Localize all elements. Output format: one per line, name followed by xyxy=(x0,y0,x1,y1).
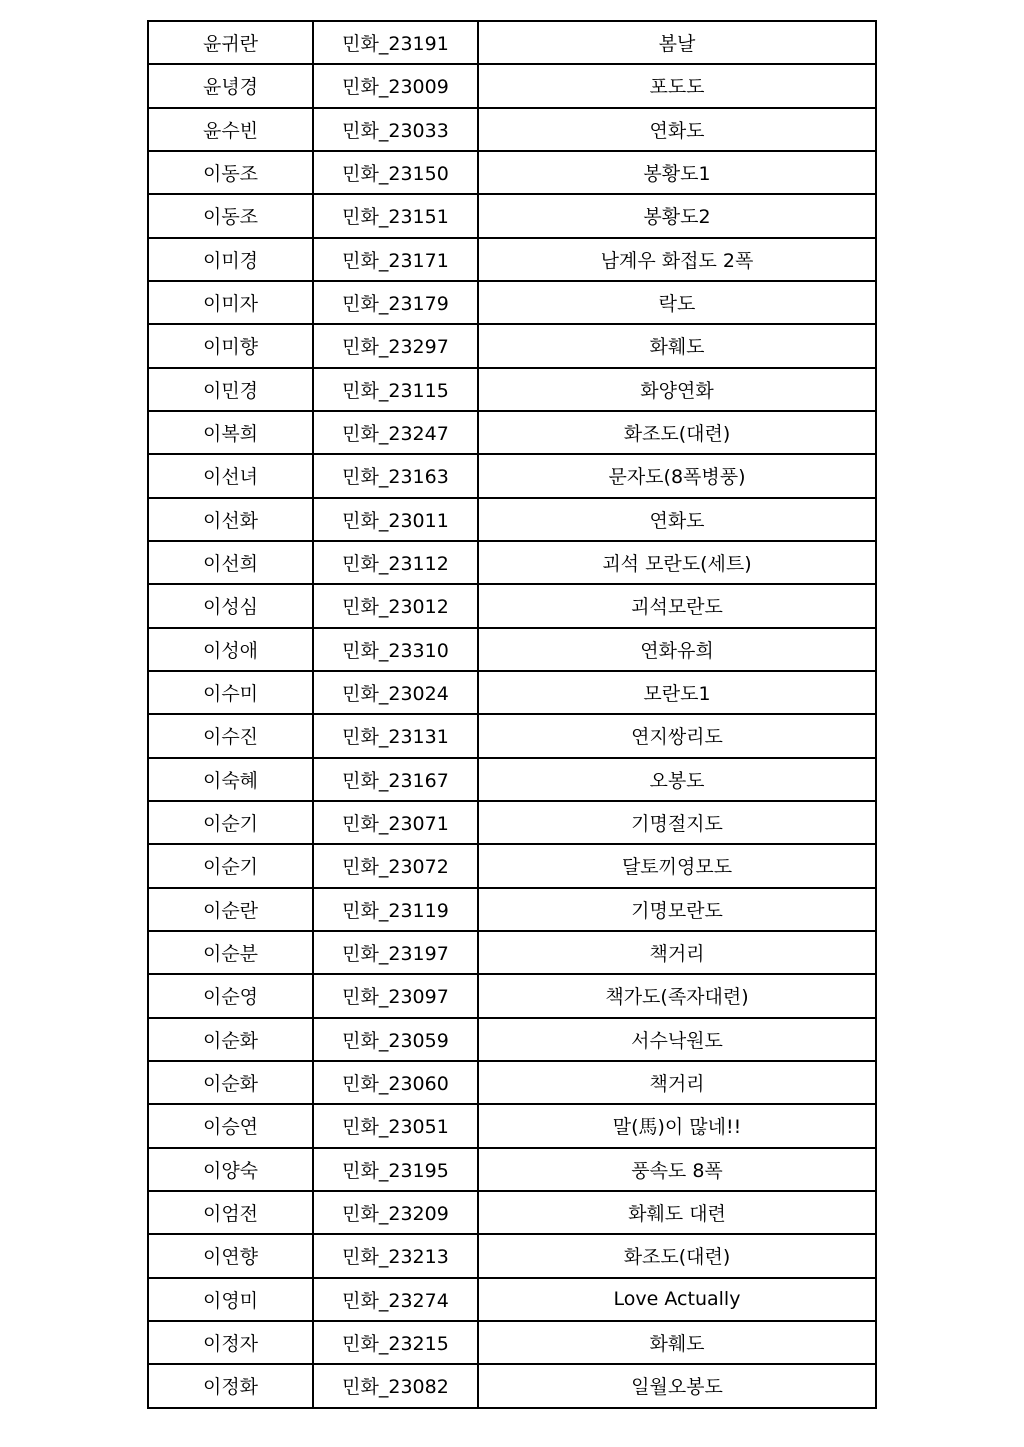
work-id-cell: 민화_23274 xyxy=(313,1278,478,1321)
table-row xyxy=(148,1061,876,1104)
artist-name-cell: 이정자 xyxy=(148,1321,313,1364)
table-row xyxy=(148,238,876,281)
table-row xyxy=(148,194,876,237)
artist-name-cell: 이미경 xyxy=(148,238,313,281)
work-id-cell: 민화_23247 xyxy=(313,411,478,454)
table-row xyxy=(148,758,876,801)
entries-table-body xyxy=(148,21,876,1408)
work-id-cell: 민화_23051 xyxy=(313,1104,478,1147)
work-title-cell: 화훼도 xyxy=(478,1321,876,1364)
work-id-cell: 민화_23115 xyxy=(313,368,478,411)
work-title-cell: 봉황도1 xyxy=(478,151,876,194)
work-id-cell: 민화_23011 xyxy=(313,498,478,541)
artist-name-cell: 이숙혜 xyxy=(148,758,313,801)
table-row xyxy=(148,541,876,584)
artist-name-cell: 이선녀 xyxy=(148,454,313,497)
artist-name-cell: 이동조 xyxy=(148,151,313,194)
work-title-cell: 연화유희 xyxy=(478,628,876,671)
work-title-cell: 연화도 xyxy=(478,108,876,151)
artist-name-cell: 윤수빈 xyxy=(148,108,313,151)
table-row xyxy=(148,1364,876,1407)
work-title-cell: 연화도 xyxy=(478,498,876,541)
artist-name-cell: 윤귀란 xyxy=(148,21,313,64)
artist-name-cell: 이순분 xyxy=(148,931,313,974)
artist-name-cell: 이선희 xyxy=(148,541,313,584)
work-id-cell: 민화_23151 xyxy=(313,194,478,237)
artist-name-cell: 윤녕경 xyxy=(148,64,313,107)
table-row xyxy=(148,1278,876,1321)
work-id-cell: 민화_23033 xyxy=(313,108,478,151)
work-id-cell: 민화_23097 xyxy=(313,974,478,1017)
table-row xyxy=(148,498,876,541)
work-title-cell: 괴석모란도 xyxy=(478,584,876,627)
work-title-cell: 기명절지도 xyxy=(478,801,876,844)
artist-name-cell: 이수진 xyxy=(148,714,313,757)
table-row xyxy=(148,108,876,151)
work-id-cell: 민화_23197 xyxy=(313,931,478,974)
work-title-cell: 책가도(족자대련) xyxy=(478,974,876,1017)
work-id-cell: 민화_23209 xyxy=(313,1191,478,1234)
work-title-cell: 화훼도 대련 xyxy=(478,1191,876,1234)
work-title-cell: 모란도1 xyxy=(478,671,876,714)
table-row xyxy=(148,1148,876,1191)
work-id-cell: 민화_23071 xyxy=(313,801,478,844)
work-id-cell: 민화_23024 xyxy=(313,671,478,714)
table-row xyxy=(148,931,876,974)
artist-name-cell: 이연향 xyxy=(148,1234,313,1277)
table-row xyxy=(148,281,876,324)
artist-name-cell: 이성애 xyxy=(148,628,313,671)
work-id-cell: 민화_23060 xyxy=(313,1061,478,1104)
table-row xyxy=(148,1104,876,1147)
work-id-cell: 민화_23012 xyxy=(313,584,478,627)
work-id-cell: 민화_23009 xyxy=(313,64,478,107)
artist-name-cell: 이순영 xyxy=(148,974,313,1017)
table-row xyxy=(148,1234,876,1277)
table-row xyxy=(148,21,876,64)
work-id-cell: 민화_23150 xyxy=(313,151,478,194)
artist-name-cell: 이순화 xyxy=(148,1061,313,1104)
work-id-cell: 민화_23195 xyxy=(313,1148,478,1191)
work-id-cell: 민화_23072 xyxy=(313,844,478,887)
work-title-cell: 화양연화 xyxy=(478,368,876,411)
table-row xyxy=(148,368,876,411)
work-id-cell: 민화_23131 xyxy=(313,714,478,757)
table-row xyxy=(148,888,876,931)
work-id-cell: 민화_23059 xyxy=(313,1018,478,1061)
work-title-cell: 남계우 화접도 2폭 xyxy=(478,238,876,281)
artist-name-cell: 이엄전 xyxy=(148,1191,313,1234)
table-row xyxy=(148,1018,876,1061)
artist-name-cell: 이정화 xyxy=(148,1364,313,1407)
work-id-cell: 민화_23163 xyxy=(313,454,478,497)
work-title-cell: 책거리 xyxy=(478,1061,876,1104)
work-title-cell: 말(馬)이 많네!! xyxy=(478,1104,876,1147)
work-id-cell: 민화_23179 xyxy=(313,281,478,324)
work-title-cell: 오봉도 xyxy=(478,758,876,801)
work-title-cell: 봄날 xyxy=(478,21,876,64)
work-id-cell: 민화_23167 xyxy=(313,758,478,801)
work-title-cell: 기명모란도 xyxy=(478,888,876,931)
table-row xyxy=(148,584,876,627)
artist-name-cell: 이수미 xyxy=(148,671,313,714)
artist-name-cell: 이순화 xyxy=(148,1018,313,1061)
table-row xyxy=(148,1321,876,1364)
table-row xyxy=(148,454,876,497)
table-row xyxy=(148,671,876,714)
work-id-cell: 민화_23171 xyxy=(313,238,478,281)
work-title-cell: 달토끼영모도 xyxy=(478,844,876,887)
table-row xyxy=(148,974,876,1017)
artist-name-cell: 이동조 xyxy=(148,194,313,237)
work-title-cell: 괴석 모란도(세트) xyxy=(478,541,876,584)
artist-name-cell: 이성심 xyxy=(148,584,313,627)
work-title-cell: 풍속도 8폭 xyxy=(478,1148,876,1191)
work-title-cell: 화조도(대련) xyxy=(478,1234,876,1277)
artist-name-cell: 이미향 xyxy=(148,324,313,367)
work-title-cell: 문자도(8폭병풍) xyxy=(478,454,876,497)
artist-name-cell: 이순기 xyxy=(148,801,313,844)
artist-name-cell: 이승연 xyxy=(148,1104,313,1147)
table-row xyxy=(148,844,876,887)
work-title-cell: 연지쌍리도 xyxy=(478,714,876,757)
work-id-cell: 민화_23082 xyxy=(313,1364,478,1407)
table-row xyxy=(148,411,876,454)
table-row xyxy=(148,324,876,367)
artist-name-cell: 이양숙 xyxy=(148,1148,313,1191)
work-title-cell: 화훼도 xyxy=(478,324,876,367)
work-id-cell: 민화_23297 xyxy=(313,324,478,367)
artist-name-cell: 이순기 xyxy=(148,844,313,887)
work-title-cell: 서수낙원도 xyxy=(478,1018,876,1061)
work-id-cell: 민화_23215 xyxy=(313,1321,478,1364)
work-title-cell: 화조도(대련) xyxy=(478,411,876,454)
artist-name-cell: 이영미 xyxy=(148,1278,313,1321)
artist-name-cell: 이민경 xyxy=(148,368,313,411)
artist-name-cell: 이선화 xyxy=(148,498,313,541)
work-title-cell: 봉황도2 xyxy=(478,194,876,237)
table-row xyxy=(148,628,876,671)
work-id-cell: 민화_23213 xyxy=(313,1234,478,1277)
artist-name-cell: 이미자 xyxy=(148,281,313,324)
artist-name-cell: 이복희 xyxy=(148,411,313,454)
table-row xyxy=(148,801,876,844)
table-row xyxy=(148,714,876,757)
table-row xyxy=(148,1191,876,1234)
entries-table xyxy=(147,20,877,1409)
work-title-cell: 락도 xyxy=(478,281,876,324)
table-row xyxy=(148,64,876,107)
work-id-cell: 민화_23112 xyxy=(313,541,478,584)
artist-name-cell: 이순란 xyxy=(148,888,313,931)
work-title-cell: 포도도 xyxy=(478,64,876,107)
work-id-cell: 민화_23310 xyxy=(313,628,478,671)
work-title-cell: 일월오봉도 xyxy=(478,1364,876,1407)
work-title-cell: Love Actually xyxy=(478,1278,876,1321)
work-id-cell: 민화_23119 xyxy=(313,888,478,931)
table-row xyxy=(148,151,876,194)
work-title-cell: 책거리 xyxy=(478,931,876,974)
work-id-cell: 민화_23191 xyxy=(313,21,478,64)
